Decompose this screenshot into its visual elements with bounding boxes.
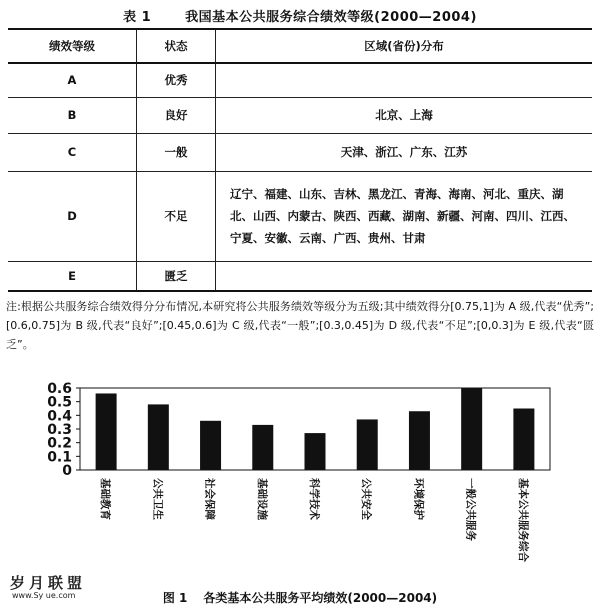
y-tick-label: 0.2 xyxy=(47,435,72,452)
bar xyxy=(96,393,117,470)
table-row xyxy=(8,261,592,291)
x-tick-label: 基本公共服务综合 xyxy=(516,478,529,562)
header-regions: 区域(省份)分布 xyxy=(216,29,593,63)
x-tick-label: 基础设施 xyxy=(255,478,268,520)
grade-cell: E xyxy=(8,261,137,291)
x-tick-label: 科学技术 xyxy=(308,478,320,520)
bar-chart xyxy=(40,380,560,590)
watermark-url: www.Sy ue.com xyxy=(12,591,76,600)
bar xyxy=(305,433,326,470)
figure-number: 图 1 xyxy=(162,591,188,605)
x-tick-label: 基础教育 xyxy=(99,478,112,520)
bar xyxy=(148,404,169,470)
table-row xyxy=(8,171,592,261)
bar xyxy=(200,421,221,470)
regions-cell xyxy=(216,261,593,291)
regions-cell: 天津、浙江、广东、江苏 xyxy=(216,133,593,171)
header-status: 状态 xyxy=(137,29,216,63)
figure-caption xyxy=(0,589,600,606)
figure-title: 各类基本公共服务平均绩效(2000—2004) xyxy=(203,591,438,605)
grade-cell: A xyxy=(8,63,137,97)
table-row xyxy=(8,63,592,97)
grade-cell: C xyxy=(8,133,137,171)
status-cell: 良好 xyxy=(137,97,216,133)
x-tick-label: 社会保障 xyxy=(203,478,216,520)
y-tick-label: 0.4 xyxy=(47,408,72,425)
x-tick-label: 环境保护 xyxy=(412,478,425,520)
table-header-row xyxy=(8,29,592,63)
table-row xyxy=(8,97,592,133)
status-cell: 不足 xyxy=(137,171,216,261)
table-number: 表 1 xyxy=(123,10,152,25)
bar xyxy=(357,419,378,470)
grade-cell: B xyxy=(8,97,137,133)
bar xyxy=(252,425,273,470)
table-title-text: 我国基本公共服务综合绩效等级(2000—2004) xyxy=(185,10,477,25)
table-note: 注:根据公共服务综合绩效得分分布情况,本研究将公共服务绩效等级分为五级;其中绩效得分[0.75,1]为 A 级,代表“优秀”;[0.6,0.75]为 B 级,代表“良好”;[0.45,0.6]为 C 级,代表“一般”;[0.3,0.45]为 D 级,代表“不足”;[0,0.3]为 E 级,代表“匮乏”。 xyxy=(6,300,594,351)
table-row xyxy=(8,133,592,171)
table-title xyxy=(0,6,600,25)
x-tick-label: 一般公共服务 xyxy=(464,478,477,541)
x-tick-label: 公共卫生 xyxy=(151,478,164,520)
performance-grade-table xyxy=(8,28,592,292)
bar xyxy=(513,409,534,471)
status-cell: 一般 xyxy=(137,133,216,171)
y-tick-label: 0.3 xyxy=(47,422,72,438)
bar xyxy=(409,411,430,470)
y-tick-label: 0.6 xyxy=(47,381,72,397)
x-tick-label: 公共安全 xyxy=(360,478,373,520)
y-tick-label: 0.5 xyxy=(47,394,72,411)
status-cell: 优秀 xyxy=(137,63,216,97)
regions-cell xyxy=(216,63,593,97)
watermark-logo: 岁月联盟 xyxy=(10,574,87,592)
header-grade: 绩效等级 xyxy=(8,29,137,63)
grade-cell: D xyxy=(8,171,137,261)
regions-cell: 辽宁、福建、山东、吉林、黑龙江、青海、海南、河北、重庆、湖北、山西、内蒙古、陕西、西藏、湖南、新疆、河南、四川、江西、宁夏、安徽、云南、广西、贵州、甘肃 xyxy=(216,171,593,261)
y-tick-label: 0 xyxy=(62,463,72,479)
y-tick-label: 0.1 xyxy=(47,449,72,466)
regions-cell: 北京、上海 xyxy=(216,97,593,133)
bar xyxy=(461,388,482,470)
bar-chart-svg xyxy=(40,380,560,590)
status-cell: 匮乏 xyxy=(137,261,216,291)
